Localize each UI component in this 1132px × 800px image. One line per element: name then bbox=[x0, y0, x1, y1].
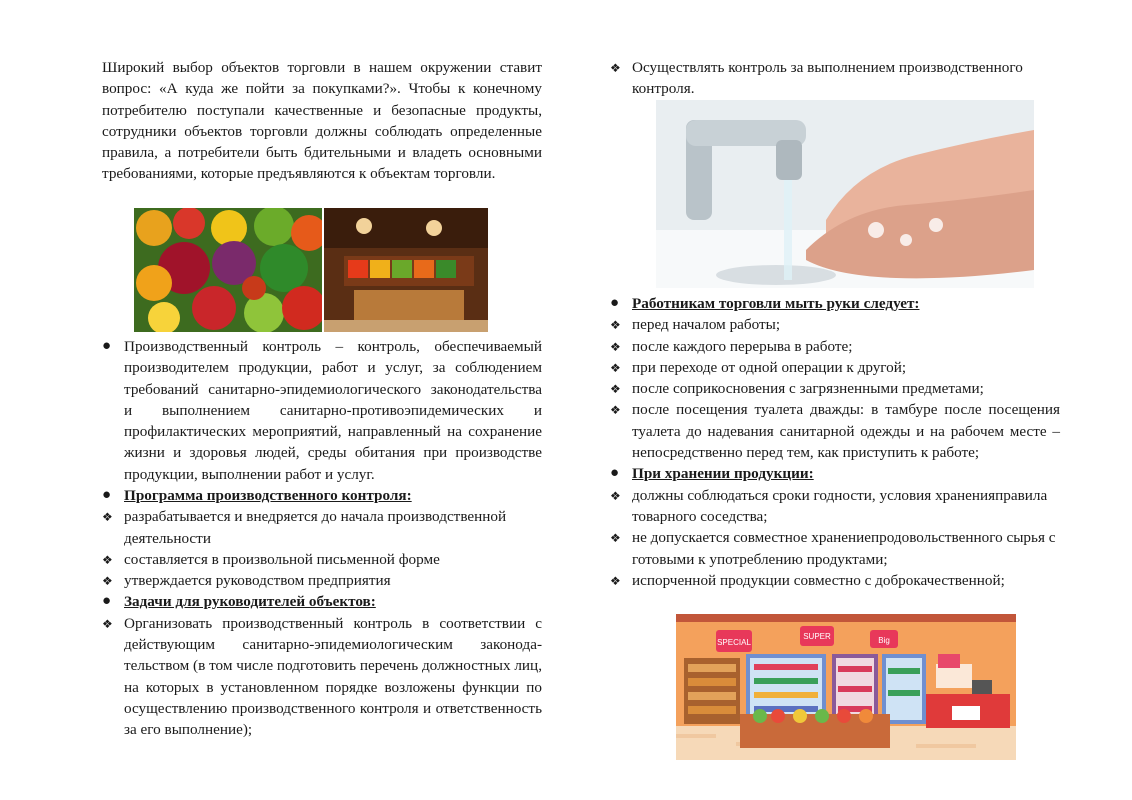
list-item bbox=[102, 549, 542, 570]
program-heading-item bbox=[102, 485, 542, 506]
list-item bbox=[610, 357, 1060, 378]
bullet-icon: ● bbox=[102, 593, 112, 610]
diamond-ornament-icon: ❖ bbox=[610, 488, 621, 503]
list-item-text: не допускается совместное хранениепродовольственного сырья с готовыми к употреблению продуктами; bbox=[632, 529, 1056, 568]
list-item-text: утверждается руководством предприятия bbox=[124, 572, 391, 590]
diamond-ornament-icon: ❖ bbox=[102, 510, 113, 525]
tasks-heading-item bbox=[102, 591, 542, 612]
list-item bbox=[610, 336, 1060, 357]
diamond-ornament-icon: ❖ bbox=[610, 339, 621, 354]
diamond-ornament-icon: ❖ bbox=[610, 531, 621, 546]
definition-text: Производственный контроль – контроль, обеспечиваемый производителем продукции, работ и услуг, за соблюдением требований санитарно-эпидемиологического законодательства и выполнением санитарно-противоэпидемических и профилактических мероприятий, направленный на сохранение жизни и здоровья людей, среды обитания при производстве продукции, выполнении работ и услуг. bbox=[124, 338, 542, 483]
diamond-ornament-icon: ❖ bbox=[610, 382, 621, 397]
diamond-ornament-icon: ❖ bbox=[610, 318, 621, 333]
control-section bbox=[610, 57, 1060, 100]
program-section bbox=[102, 485, 542, 741]
storage-heading-item bbox=[610, 463, 1060, 484]
handwash-heading: Работникам торговли мыть руки следует: bbox=[632, 295, 920, 312]
definition-item bbox=[102, 336, 542, 485]
list-item-text: после посещения туалета дважды: в тамбуре после посещения туалета до надевания санитарной одежды и на рабочем месте – непосредственно перед тем, как приступить к работе; bbox=[632, 401, 1060, 462]
diamond-ornament-icon: ❖ bbox=[610, 61, 621, 75]
list-item bbox=[610, 378, 1060, 399]
list-item bbox=[610, 527, 1060, 570]
list-item-text: перед началом работы; bbox=[632, 316, 781, 334]
diamond-ornament-icon: ❖ bbox=[610, 403, 621, 418]
store-produce-photo bbox=[324, 208, 488, 332]
special-sign-text: SPECIAL bbox=[717, 638, 751, 647]
list-item bbox=[102, 570, 542, 591]
diamond-ornament-icon: ❖ bbox=[102, 552, 113, 567]
list-item-text: после каждого перерыва в работе; bbox=[632, 337, 853, 355]
list-item bbox=[610, 399, 1060, 463]
supermarket-illustration bbox=[676, 614, 1016, 760]
storage-heading: При хранении продукции: bbox=[632, 465, 814, 483]
tasks-heading: Задачи для руководителей объектов: bbox=[124, 593, 376, 611]
list-item-text: разрабатывается и внедряется до начала производственной деятельности bbox=[124, 508, 507, 547]
handwash-section bbox=[610, 293, 1060, 591]
super-sign-text: SUPER bbox=[803, 632, 831, 641]
big-sign-text: Big bbox=[878, 636, 890, 645]
definition-section bbox=[102, 336, 542, 485]
diamond-ornament-icon: ❖ bbox=[610, 573, 621, 588]
list-item-text: при переходе от одной операции к другой; bbox=[632, 358, 907, 376]
list-item bbox=[610, 570, 1060, 591]
diamond-ornament-icon: ❖ bbox=[102, 574, 113, 589]
handwashing-photo bbox=[656, 100, 1034, 288]
list-item bbox=[610, 485, 1060, 528]
diamond-ornament-icon: ❖ bbox=[610, 360, 621, 375]
list-item-text: Организовать производственный контроль в соответствии с действующим санитарно-эпидемиологическим законодательством (в том числе подготовить перечень должностных лиц, на которых в установленном порядке возложены функции по осуществлению производственного контроля и ответственность за его выполнение); bbox=[124, 614, 542, 739]
list-item-text: Осуществлять контроль за выполнением производственного контроля. bbox=[632, 59, 1023, 98]
list-item-text: испорченной продукции совместно с доброкачественной; bbox=[632, 571, 1005, 589]
list-item bbox=[610, 314, 1060, 335]
list-item bbox=[610, 57, 1060, 100]
bullet-icon: ● bbox=[102, 487, 112, 503]
intro-paragraph: Широкий выбор объектов торговли в нашем окружении ставит вопрос: «А куда же пойти за покупками?». Чтобы к конечному потребителю поступали качественные и безопасные продукты, сотрудники объектов торговли должны соблюдать определенные правила, а потребители быть бдительными и владеть основными требованиями, которые предъявляются к объектам торговли. bbox=[102, 59, 542, 183]
bullet-icon: ● bbox=[610, 465, 620, 482]
list-item bbox=[102, 613, 542, 741]
list-item-text: должны соблюдаться сроки годности, условия храненияправила товарного соседства; bbox=[632, 486, 1048, 525]
program-heading: Программа производственного контроля: bbox=[124, 487, 412, 504]
bullet-icon: ● bbox=[102, 338, 112, 354]
bullet-icon: ● bbox=[610, 295, 620, 311]
list-item-text: после соприкосновения с загрязненными предметами; bbox=[632, 380, 984, 398]
list-item-text: составляется в произвольной письменной форме bbox=[124, 550, 440, 568]
diamond-ornament-icon: ❖ bbox=[102, 616, 113, 631]
handwash-heading-item bbox=[610, 293, 1060, 314]
vegetables-fruits-photo bbox=[134, 208, 322, 332]
list-item bbox=[102, 506, 542, 549]
